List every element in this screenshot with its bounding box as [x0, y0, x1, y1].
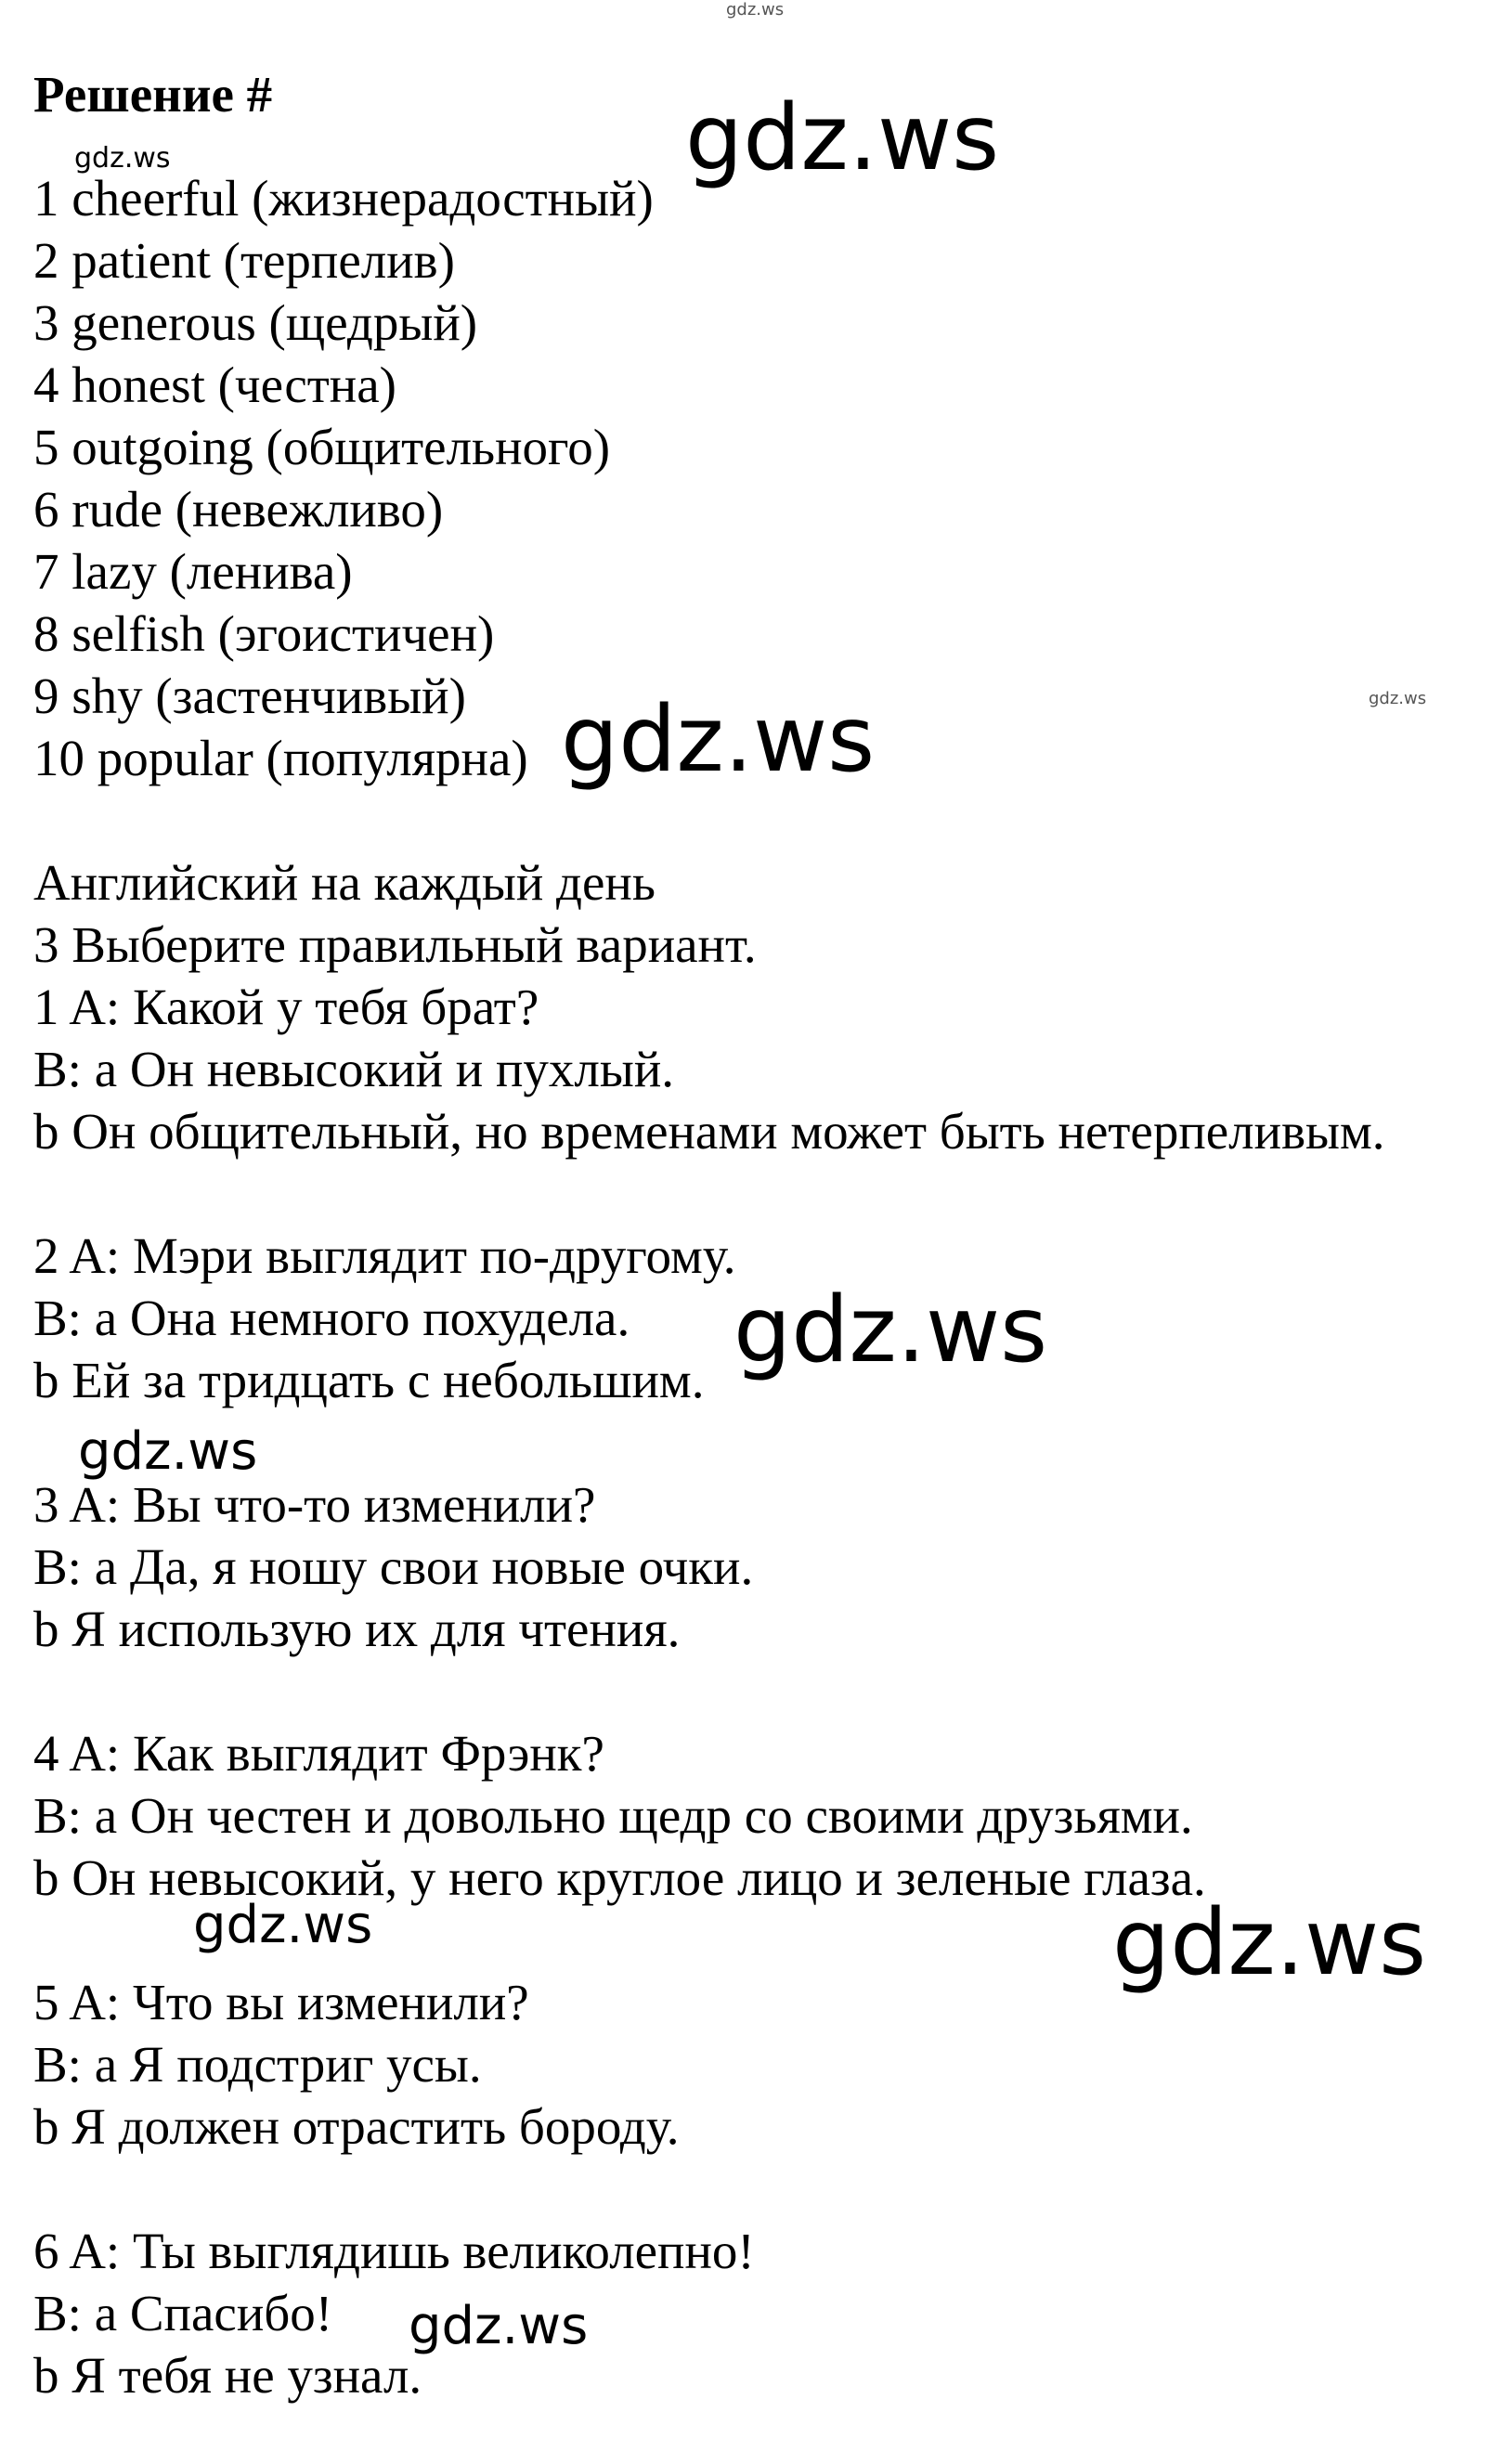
watermark-mid-3: gdz.ws [409, 2296, 589, 2356]
answer-line-8: 8 selfish (эгоистичен) [33, 605, 495, 662]
watermark-tiny-top: gdz.ws [726, 0, 785, 19]
dialogue-2-option-a: B: а Она немного похудела. [33, 1290, 630, 1346]
answer-line-3: 3 generous (щедрый) [33, 294, 478, 351]
dialogue-5-option-a: B: а Я подстриг усы. [33, 2036, 482, 2093]
dialogue-3-option-a: B: а Да, я ношу свои новые очки. [33, 1538, 754, 1595]
dialogue-4-question: 4 A: Как выглядит Фрэнк? [33, 1725, 604, 1782]
answer-line-9: 9 shy (застенчивый) [33, 668, 466, 724]
watermark-tiny-right: gdz.ws [1369, 689, 1427, 708]
section-heading: Английский на каждый день [33, 854, 656, 911]
task-instruction: 3 Выберите правильный вариант. [33, 916, 757, 973]
dialogue-1-question: 1 A: Какой у тебя брат? [33, 979, 539, 1035]
dialogue-4-option-a: B: а Он честен и довольно щедр со своими друзьями. [33, 1787, 1193, 1844]
dialogue-6-option-b: b Я тебя не узнал. [33, 2347, 422, 2404]
dialogue-1-option-a: B: а Он невысокий и пухлый. [33, 1041, 674, 1097]
dialogue-4-option-b: b Он невысокий, у него круглое лицо и зеленые глаза. [33, 1849, 1206, 1906]
watermark-large-2: gdz.ws [561, 687, 876, 793]
watermark-mid-1: gdz.ws [78, 1421, 258, 1482]
page-title: Решение # [33, 66, 273, 123]
answer-line-10: 10 popular (популярна) [33, 730, 528, 786]
watermark-large-1: gdz.ws [685, 85, 1000, 191]
dialogue-3-question: 3 A: Вы что-то изменили? [33, 1476, 596, 1533]
dialogue-6-option-a: B: а Спасибо! [33, 2285, 333, 2341]
dialogue-2-option-b: b Ей за тридцать с небольшим. [33, 1352, 705, 1408]
dialogue-2-question: 2 A: Мэри выглядит по-другому. [33, 1227, 736, 1284]
watermark-mid-2: gdz.ws [193, 1895, 373, 1955]
answer-line-5: 5 outgoing (общительного) [33, 419, 611, 475]
answer-line-7: 7 lazy (ленива) [33, 543, 353, 600]
answer-line-6: 6 rude (невежливо) [33, 481, 444, 538]
dialogue-5-option-b: b Я должен отрастить бороду. [33, 2098, 680, 2155]
watermark-large-4: gdz.ws [1112, 1890, 1427, 1996]
answer-line-2: 2 patient (терпелив) [33, 232, 455, 289]
answer-line-4: 4 honest (честна) [33, 357, 396, 413]
answer-line-1: 1 cheerful (жизнерадостный) [33, 170, 654, 227]
watermark-small-1: gdz.ws [74, 142, 171, 175]
dialogue-6-question: 6 A: Ты выглядишь великолепно! [33, 2223, 755, 2279]
dialogue-5-question: 5 A: Что вы изменили? [33, 1974, 529, 2030]
watermark-large-3: gdz.ws [734, 1277, 1048, 1383]
dialogue-3-option-b: b Я использую их для чтения. [33, 1601, 681, 1657]
dialogue-1-option-b: b Он общительный, но временами может быть нетерпеливым. [33, 1103, 1385, 1160]
